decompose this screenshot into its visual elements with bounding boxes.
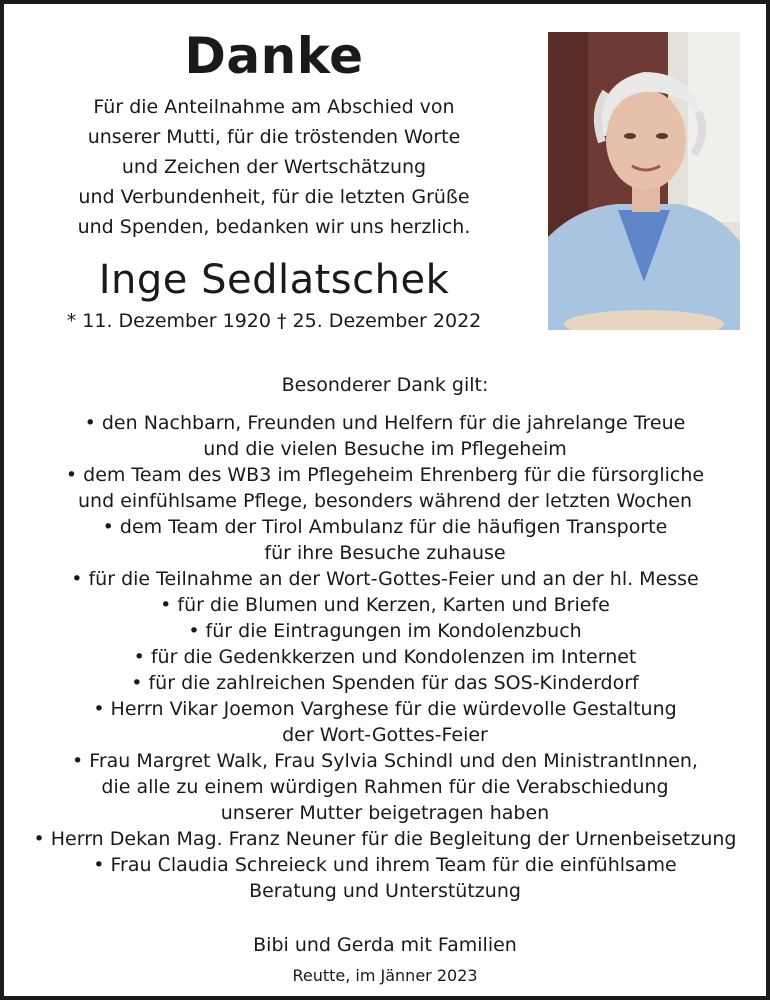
thanks-line: die alle zu einem würdigen Rahmen für die Verabschiedung [101,776,669,798]
thanks-line: • für die Blumen und Kerzen, Karten und Briefe [160,594,610,616]
intro-line: Für die Anteilnahme am Abschied von [93,96,455,118]
thanks-line: • Herrn Dekan Mag. Franz Neuner für die Begleitung der Urnenbeisetzung [33,828,737,850]
thanks-line: • Herrn Vikar Joemon Varghese für die würdevolle Gestaltung [93,698,677,720]
thanks-line: • für die Gedenkkerzen und Kondolenzen im Internet [133,646,637,668]
intro-text [14,92,534,242]
place-date: Reutte, im Jänner 2023 [292,966,478,985]
thanks-line: • für die Teilnahme an der Wort-Gottes-Feier und an der hl. Messe [71,568,699,590]
thanks-line: und einfühlsame Pflege, besonders während der letzten Wochen [78,490,692,512]
intro-line: und Spenden, bedanken wir uns herzlich. [77,216,471,238]
signature: Bibi und Gerda mit Familien [253,934,517,956]
intro-line: und Verbundenheit, für die letzten Grüße [78,186,470,208]
thanks-line: • dem Team der Tirol Ambulanz für die häufigen Transporte [102,516,668,538]
thanks-line: • den Nachbarn, Freunden und Helfern für die jahrelange Treue [84,412,686,434]
thanks-line: für ihre Besuche zuhause [264,542,506,564]
thanks-line: Beratung und Unterstützung [249,880,521,902]
special-thanks-heading: Besonderer Dank gilt: [281,374,489,396]
thanks-line: unserer Mutter beigetragen haben [220,802,550,824]
thanks-line: • dem Team des WB3 im Pflegeheim Ehrenberg für die fürsorgliche [65,464,705,486]
intro-line: unserer Mutti, für die tröstenden Worte [87,126,461,148]
thanks-line: • Frau Margret Walk, Frau Sylvia Schindl und den MinistrantInnen, [72,750,698,772]
title: Danke [184,27,364,85]
intro-line: und Zeichen der Wertschätzung [121,156,427,178]
thanks-line: und die vielen Besuche im Pflegeheim [203,438,567,460]
deceased-name: Inge Sedlatschek [98,257,450,303]
thanks-line: • für die Eintragungen im Kondolenzbuch [188,620,582,642]
life-dates: * 11. Dezember 1920 † 25. Dezember 2022 [66,310,482,332]
special-thanks [12,372,758,904]
thanks-line: der Wort-Gottes-Feier [282,724,488,746]
thanks-line: • Frau Claudia Schreieck und ihrem Team für die einfühlsame [93,854,677,876]
thanks-line: • für die zahlreichen Spenden für das SOS-Kinderdorf [131,672,639,694]
portrait-photo [548,32,740,330]
header-block [14,26,534,334]
